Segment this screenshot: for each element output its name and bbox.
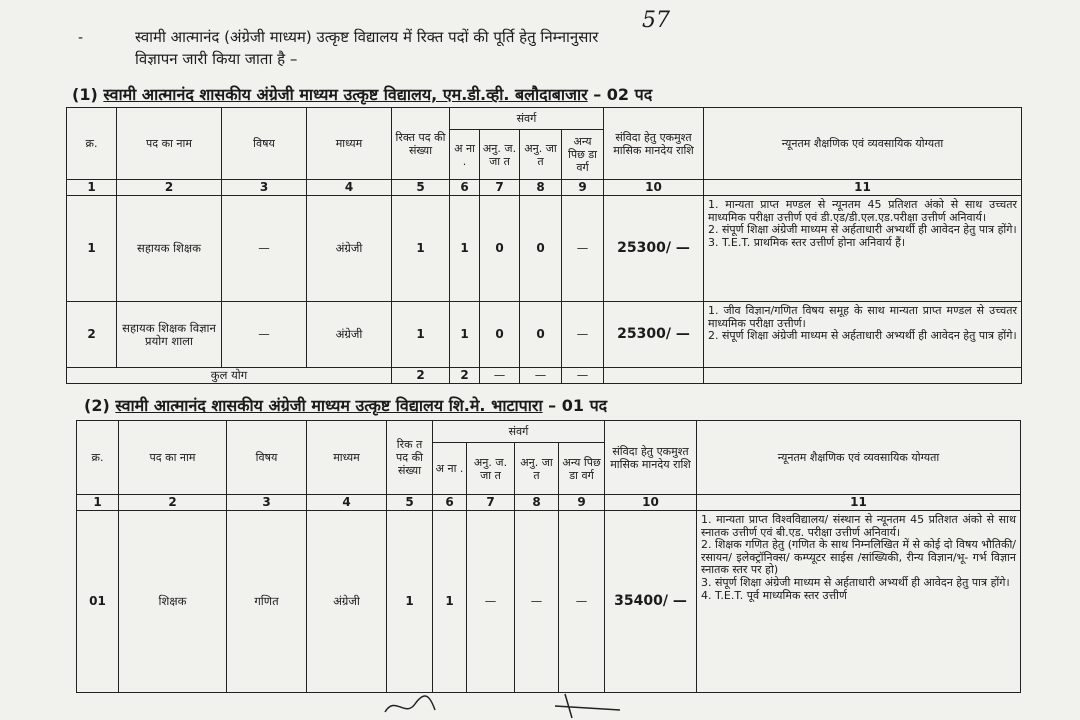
intro-line-2: विज्ञापन जारी किया जाता है –: [135, 50, 298, 68]
qualification-item: 2. शिक्षक गणित हेतु (गणित के साथ निम्नलिखित में से कोई दो विषय भौतिकी/रसायन/ इलेक्ट्रॉनिक्स/ कम्प्यूटर साईस /सांख्यिकी, रीन्य विज्ञान/भू- गर्भ विज्ञान स्नातक स्तर पर हो): [701, 538, 1016, 577]
cell-qualification: [704, 196, 1022, 302]
qualification-item: 4. T.E.T. पूर्व माध्यमिक स्तर उत्तीर्ण: [701, 588, 847, 602]
col-number: 7: [467, 495, 515, 511]
cell-qualification: [697, 511, 1021, 693]
header-kr: क्र.: [67, 108, 117, 180]
header-subject: विषय: [227, 421, 307, 495]
col-number: 9: [559, 495, 605, 511]
header-kr: क्र.: [77, 421, 119, 495]
section1-posts: – 02 पद: [593, 85, 653, 104]
total-sc: —: [480, 368, 520, 384]
header-gen: अ ना .: [433, 443, 467, 495]
cell-medium: अंग्रेजी: [307, 196, 392, 302]
col-number: 7: [480, 180, 520, 196]
header-st: अनु. जा त: [520, 130, 562, 180]
header-gen: अ ना .: [450, 130, 480, 180]
cell-post-name: सहायक शिक्षक: [117, 196, 222, 302]
col-number: 2: [119, 495, 227, 511]
cell-vacancies: 1: [387, 511, 433, 693]
section1-table: [66, 107, 1022, 384]
col-number: 11: [697, 495, 1021, 511]
col-number: 2: [117, 180, 222, 196]
header-category: संवर्ग: [433, 421, 605, 443]
cell-salary: 25300/ —: [604, 196, 704, 302]
col-number: 1: [67, 180, 117, 196]
qualification-item: 3. संपूर्ण शिक्षा अंग्रेजी माध्यम से अर्हताधारी अभ्यर्थी ही आवेदन हेतु पात्र होंगे।: [701, 575, 1010, 589]
col-number: 3: [222, 180, 307, 196]
col-number: 3: [227, 495, 307, 511]
total-empty: [604, 368, 704, 384]
cell-vacancies: 1: [392, 302, 450, 368]
cell-obc: —: [562, 302, 604, 368]
total-empty: [704, 368, 1022, 384]
section2-number: (2): [84, 396, 110, 415]
cell-st: —: [515, 511, 559, 693]
cell-gen: 1: [433, 511, 467, 693]
col-number: 5: [392, 180, 450, 196]
cell-obc: —: [559, 511, 605, 693]
table-row: [77, 511, 1021, 693]
col-number: 8: [520, 180, 562, 196]
cell-qualification: [704, 302, 1022, 368]
signature-scribble: [380, 690, 640, 720]
cell-obc: —: [562, 196, 604, 302]
header-sc: अनु. ज. जा त: [480, 130, 520, 180]
total-gen: 2: [450, 368, 480, 384]
cell-medium: अंग्रेजी: [307, 302, 392, 368]
header-qualification: न्यूनतम शैक्षणिक एवं व्यवसायिक योग्यता: [697, 421, 1021, 495]
col-number: 1: [77, 495, 119, 511]
cell-salary: 25300/ —: [604, 302, 704, 368]
cell-gen: 1: [450, 302, 480, 368]
cell-sc: 0: [480, 196, 520, 302]
section1-number: (1): [72, 85, 98, 104]
section1-title: स्वामी आत्मानंद शासकीय अंग्रेजी माध्यम उत्कृष्ट विद्यालय, एम.डी.व्ही. बलौदाबाजार: [103, 85, 588, 104]
header-st: अनु. जा त: [515, 443, 559, 495]
cell-medium: अंग्रेजी: [307, 511, 387, 693]
qualification-item: 2. संपूर्ण शिक्षा अंग्रेजी माध्यम से अर्हताधारी अभ्यर्थी ही आवेदन हेतु पात्र होंगे।: [708, 223, 1017, 237]
section2-posts: – 01 पद: [548, 396, 608, 415]
header-vacancies: रिक्त पद की संख्या: [392, 108, 450, 180]
table-row: [67, 302, 1022, 368]
header-qualification: न्यूनतम शैक्षणिक एवं व्यवसायिक योग्यता: [704, 108, 1022, 180]
header-vacancies: रिक त पद की संख्या: [387, 421, 433, 495]
total-vacancies: 2: [392, 368, 450, 384]
header-medium: माध्यम: [307, 108, 392, 180]
col-number: 8: [515, 495, 559, 511]
total-label: कुल योग: [67, 368, 392, 384]
header-obc: अन्य पिछ डा वर्ग: [559, 443, 605, 495]
col-number: 6: [433, 495, 467, 511]
col-number: 6: [450, 180, 480, 196]
cell-gen: 1: [450, 196, 480, 302]
cell-vacancies: 1: [392, 196, 450, 302]
header-obc: अन्य पिछ डा वर्ग: [562, 130, 604, 180]
bullet-dash: -: [78, 30, 84, 46]
col-number: 10: [605, 495, 697, 511]
header-subject: विषय: [222, 108, 307, 180]
intro-line-1: स्वामी आत्मानंद (अंग्रेजी माध्यम) उत्कृष्ट विद्यालय में रिक्त पदों की पूर्ति हेतु निम्नानुसार: [135, 28, 599, 46]
col-number: 4: [307, 495, 387, 511]
cell-salary: 35400/ —: [605, 511, 697, 693]
header-medium: माध्यम: [307, 421, 387, 495]
col-number: 4: [307, 180, 392, 196]
cell-sc: —: [467, 511, 515, 693]
section2-heading: [84, 394, 607, 416]
qualification-item: 1. जीव विज्ञान/गणित विषय समूह के साथ मान्यता प्राप्त मण्डल से उच्चतर माध्यमिक परीक्षा उत्तीर्ण।: [708, 304, 1017, 330]
col-number: 5: [387, 495, 433, 511]
section2-table: [76, 420, 1021, 693]
cell-subject: गणित: [227, 511, 307, 693]
qualification-item: 3. T.E.T. प्राथमिक स्तर उत्तीर्ण होना अनिवार्य हैं।: [708, 235, 906, 249]
table-row: [67, 196, 1022, 302]
col-number: 11: [704, 180, 1022, 196]
qualification-item: 1. मान्यता प्राप्त विश्वविद्यालय/ संस्थान से न्यूनतम 45 प्रतिशत अंको से साथ स्नातक उत्तीर्ण एवं बी.एड. परीक्षा उत्तीर्ण अनिवार्य।: [701, 513, 1016, 539]
cell-st: 0: [520, 302, 562, 368]
header-salary: संविदा हेतु एकमुश्त मासिक मानदेय राशि: [604, 108, 704, 180]
cell-subject: —: [222, 302, 307, 368]
cell-kr: 01: [77, 511, 119, 693]
cell-post-name: शिक्षक: [119, 511, 227, 693]
total-row: [67, 368, 1022, 384]
col-number: 9: [562, 180, 604, 196]
header-category: संवर्ग: [450, 108, 604, 130]
intro-paragraph: [135, 26, 935, 70]
section1-heading: [72, 83, 652, 105]
header-sc: अनु. ज. जा त: [467, 443, 515, 495]
col-number: 10: [604, 180, 704, 196]
header-salary: संविदा हेतु एकमुश्त मासिक मानदेय राशि: [605, 421, 697, 495]
qualification-item: 1. मान्यता प्राप्त मण्डल से न्यूनतम 45 प्रतिशत अंको से साथ उच्चतर माध्यमिक परीक्षा उत्तीर्ण एवं डी.एड/डी.एल.एड.परीक्षा उत्तीर्ण अनिवार्य।: [708, 198, 1017, 224]
total-obc: —: [562, 368, 604, 384]
cell-post-name: सहायक शिक्षक विज्ञान प्रयोग शाला: [117, 302, 222, 368]
handwritten-note: 57: [642, 8, 670, 33]
section2-title: स्वामी आत्मानंद शासकीय अंग्रेजी माध्यम उत्कृष्ट विद्यालय शि.मे. भाटापारा: [115, 396, 543, 415]
cell-sc: 0: [480, 302, 520, 368]
qualification-item: 2. संपूर्ण शिक्षा अंग्रेजी माध्यम से अर्हताधारी अभ्यर्थी ही आवेदन हेतु पात्र होंगे।: [708, 329, 1017, 343]
header-post-name: पद का नाम: [117, 108, 222, 180]
cell-st: 0: [520, 196, 562, 302]
cell-kr: 2: [67, 302, 117, 368]
header-post-name: पद का नाम: [119, 421, 227, 495]
total-st: —: [520, 368, 562, 384]
cell-kr: 1: [67, 196, 117, 302]
cell-subject: —: [222, 196, 307, 302]
